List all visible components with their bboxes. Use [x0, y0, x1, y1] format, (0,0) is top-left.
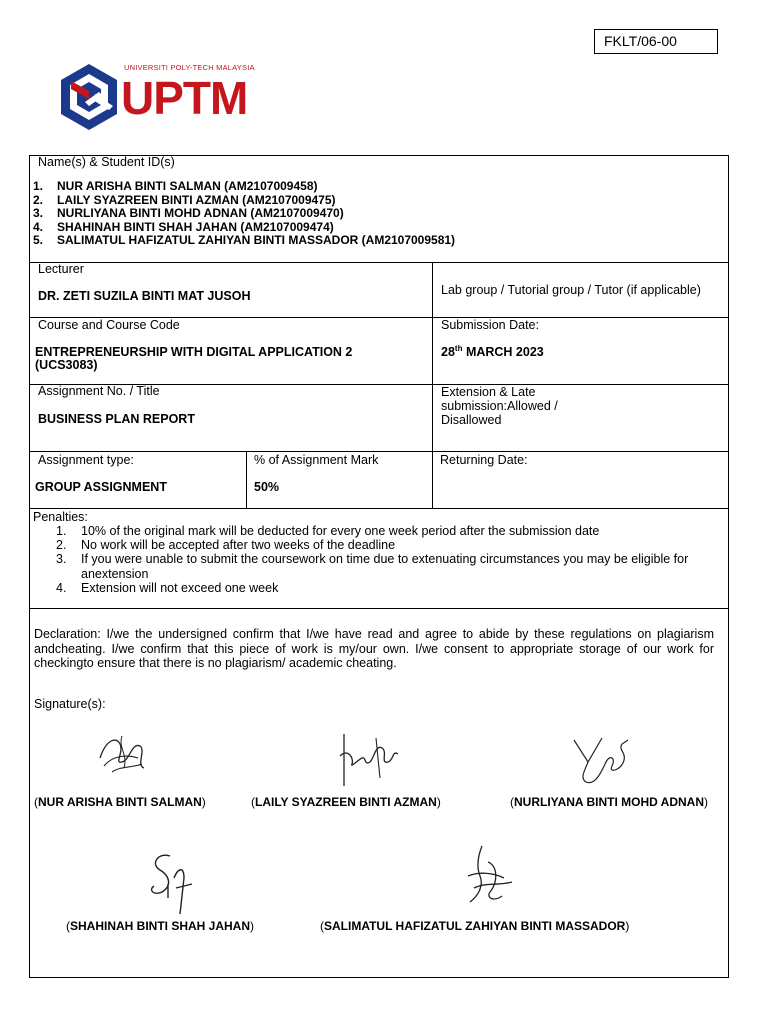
assignment-label: Assignment No. / Title	[38, 384, 160, 398]
lecturer-value: DR. ZETI SUZILA BINTI MAT JUSOH	[38, 289, 251, 303]
table-column-divider	[432, 262, 433, 508]
extension-label: submission:Allowed /	[441, 399, 558, 413]
lecturer-label: Lecturer	[38, 262, 84, 276]
penalties-list	[56, 524, 729, 595]
returning-date-label: Returning Date:	[440, 453, 528, 467]
table-divider	[29, 608, 729, 609]
table-border-bottom	[29, 977, 729, 978]
student-item: 3. NURLIYANA BINTI MOHD ADNAN (AM2107009470)	[33, 206, 344, 221]
names-label: Name(s) & Student ID(s)	[38, 155, 175, 169]
signature-2	[334, 728, 406, 790]
signature-4	[140, 848, 200, 920]
submission-date: 28th MARCH 2023	[441, 344, 544, 360]
penalties-label: Penalties:	[33, 510, 88, 524]
table-column-divider	[246, 451, 247, 508]
signatory-name: (NURLIYANA BINTI MOHD ADNAN)	[510, 795, 708, 809]
course-value: ENTREPRENEURSHIP WITH DIGITAL APPLICATION 2	[35, 345, 353, 359]
signature-1	[92, 728, 154, 780]
assignment-title: BUSINESS PLAN REPORT	[38, 412, 195, 426]
form-code: FKLT/06-00	[594, 29, 718, 54]
assignment-mark-label: % of Assignment Mark	[254, 453, 379, 467]
table-divider	[29, 451, 729, 452]
signatory-name: (LAILY SYAZREEN BINTI AZMAN)	[251, 795, 441, 809]
penalty-item: 1. 10% of the original mark will be deducted for every one week period after the submission date	[56, 524, 600, 538]
signature-5	[458, 842, 520, 908]
uptm-logo-mark	[55, 58, 123, 138]
uptm-logo	[55, 58, 257, 138]
student-item: 2. LAILY SYAZREEN BINTI AZMAN (AM2107009475)	[33, 192, 336, 207]
table-divider	[29, 508, 729, 509]
extension-label: Disallowed	[441, 413, 502, 427]
university-name: UNIVERSITI POLY-TECH MALAYSIA	[124, 63, 255, 72]
assignment-mark-value: 50%	[254, 480, 280, 494]
course-label: Course and Course Code	[38, 318, 180, 332]
penalty-item: 2. No work will be accepted after two weeks of the deadline	[56, 538, 396, 553]
submission-label: Submission Date:	[441, 318, 539, 332]
penalty-item: 4. Extension will not exceed one week	[56, 580, 279, 595]
penalty-item: 3. If you were unable to submit the coursework on time due to extenuating circumstances you may be eligible for anextension	[56, 552, 689, 581]
extension-label: Extension & Late	[441, 385, 536, 399]
course-code: (UCS3083)	[35, 358, 98, 372]
table-border-left	[29, 155, 30, 978]
signatory-name: (NUR ARISHA BINTI SALMAN)	[34, 795, 206, 809]
student-item: 1. NUR ARISHA BINTI SALMAN (AM2107009458)	[33, 179, 318, 193]
signatory-name: (SHAHINAH BINTI SHAH JAHAN)	[66, 919, 255, 933]
signature-3	[566, 732, 638, 788]
signatures-label: Signature(s):	[34, 697, 106, 711]
lab-group-label: Lab group / Tutorial group / Tutor (if applicable)	[441, 283, 701, 297]
signatory-name: (SALIMATUL HAFIZATUL ZAHIYAN BINTI MASSADOR)	[320, 919, 630, 933]
student-item: 5. SALIMATUL HAFIZATUL ZAHIYAN BINTI MASSADOR (AM2107009581)	[33, 233, 456, 248]
student-list	[33, 180, 455, 248]
assignment-type-value: GROUP ASSIGNMENT	[35, 480, 167, 494]
table-divider	[29, 262, 729, 263]
declaration-text: Declaration: I/we the undersigned confirm that I/we have read and agree to abide by these regulations on plagiarism andcheating. I/we confirm that this piece of work is my/our own. I/we consent to appropriate storage of our work for checkingto ensure that there is no plagiarism/ academic cheating.	[34, 627, 714, 670]
student-item: 4. SHAHINAH BINTI SHAH JAHAN (AM2107009474)	[33, 219, 334, 234]
assignment-type-label: Assignment type:	[38, 453, 134, 467]
brand-name: UPTM	[121, 72, 248, 124]
